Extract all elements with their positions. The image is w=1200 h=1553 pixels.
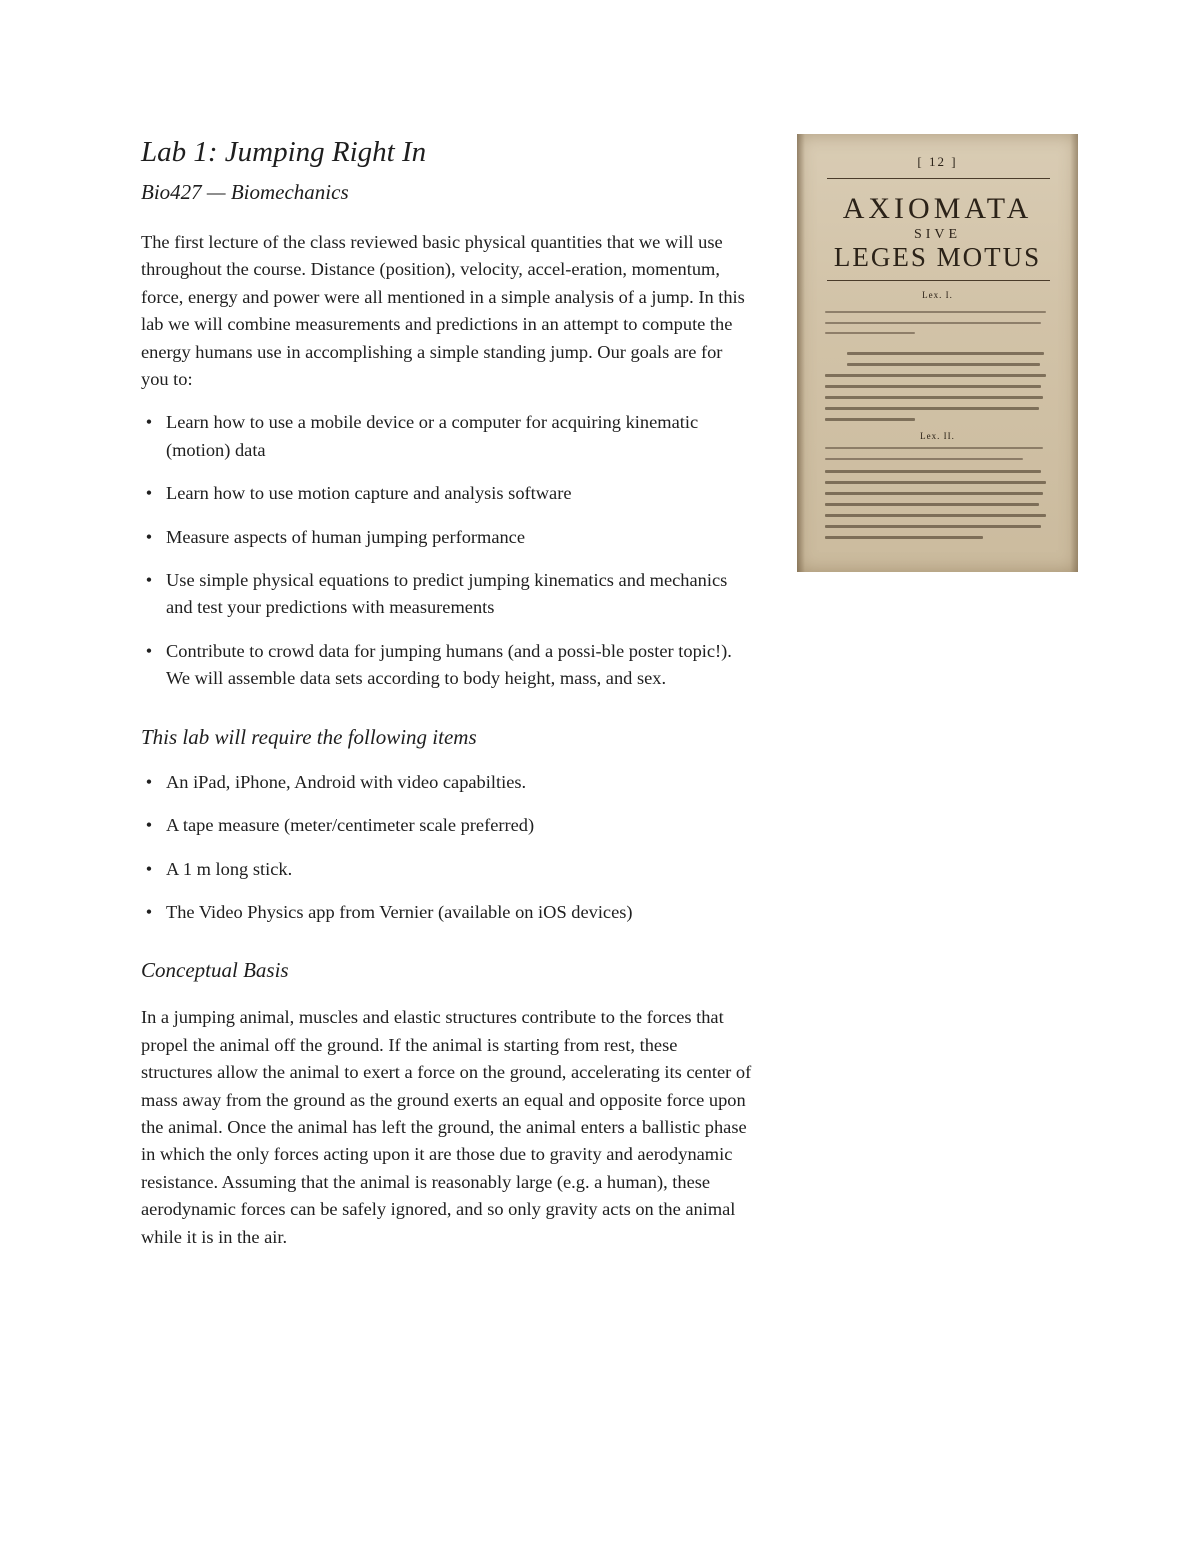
list-item	[141, 480, 753, 507]
goal-text: Use simple physical equations to predict jumping kinematics and mechanics and test your predictions with measurements	[166, 570, 728, 618]
requirements-list	[141, 769, 753, 927]
goal-text: Measure aspects of human jumping performance	[166, 526, 526, 547]
requirement-text: A tape measure (meter/centimeter scale preferred)	[166, 815, 535, 836]
concept-heading: Conceptual Basis	[141, 958, 289, 983]
book-heading-leges-motus: LEGES MOTUS	[833, 242, 1042, 272]
bullet-icon: •	[145, 771, 153, 792]
requirement-text: The Video Physics app from Vernier (available on iOS devices)	[166, 901, 633, 922]
list-item	[141, 899, 753, 926]
list-item	[141, 812, 753, 839]
list-item	[141, 567, 753, 622]
bullet-icon: •	[145, 483, 153, 504]
intro-paragraph: The first lecture of the class reviewed basic physical quantities that we will use throughout the course. Distance (position), velocity, accel-eration, momentum, force, energy and power were all mentioned in a simple analysis of a jump. In this lab we will combine measurements and predictions in an attempt to compute the energy humans use in accomplishing a simple standing jump. Our goals are for you to:	[141, 232, 745, 390]
book-lex-1: Lex. I.	[922, 290, 953, 300]
list-item	[141, 524, 753, 551]
requirements-heading: This lab will require the following items	[141, 724, 477, 749]
page-title: Lab 1: Jumping Right In	[141, 136, 427, 168]
list-item	[141, 638, 753, 693]
bullet-icon: •	[145, 640, 153, 661]
book-page-number: [ 12 ]	[917, 154, 958, 169]
bullet-icon: •	[145, 815, 153, 836]
requirement-text: An iPad, iPhone, Android with video capabilties.	[166, 771, 527, 792]
list-item	[141, 409, 753, 464]
goals-list	[141, 409, 753, 692]
list-item	[141, 769, 753, 796]
list-item	[141, 856, 753, 883]
goal-text: Learn how to use motion capture and analysis software	[166, 483, 572, 504]
newton-axioms-image	[797, 134, 1078, 572]
book-lex-2: Lex. II.	[920, 431, 955, 441]
bullet-icon: •	[145, 858, 153, 879]
goal-text: Learn how to use a mobile device or a computer for acquiring kinematic (motion) data	[166, 412, 699, 460]
concept-paragraph: In a jumping animal, muscles and elastic structures contribute to the forces that propel the animal off the ground. If the animal is starting from rest, these structures allow the animal to exert a force on the ground, accelerating its center of mass away from the ground as the ground exerts an equal and opposite force upon the animal. Once the animal has left the ground, the animal enters a ballistic phase in which the only forces acting upon it are those due to gravity and aerodynamic resistance. Assuming that the animal is reasonably large (e.g. a human), these aerodynamic forces can be safely ignored, and so only gravity acts on the animal while it is in the air.	[141, 1007, 752, 1247]
document-body	[141, 134, 753, 1251]
requirement-text: A 1 m long stick.	[166, 858, 293, 879]
bullet-icon: •	[145, 412, 153, 433]
goal-text: Contribute to crowd data for jumping humans (and a possi-ble poster topic!). We will assemble data sets according to body height, mass, and sex.	[166, 640, 732, 689]
book-heading-sive: SIVE	[913, 227, 962, 242]
course-subtitle: Bio427 — Biomechanics	[141, 180, 349, 204]
book-heading-axiomata: AXIOMATA	[842, 192, 1033, 225]
bullet-icon: •	[145, 901, 153, 922]
bullet-icon: •	[145, 526, 153, 547]
bullet-icon: •	[145, 570, 153, 591]
